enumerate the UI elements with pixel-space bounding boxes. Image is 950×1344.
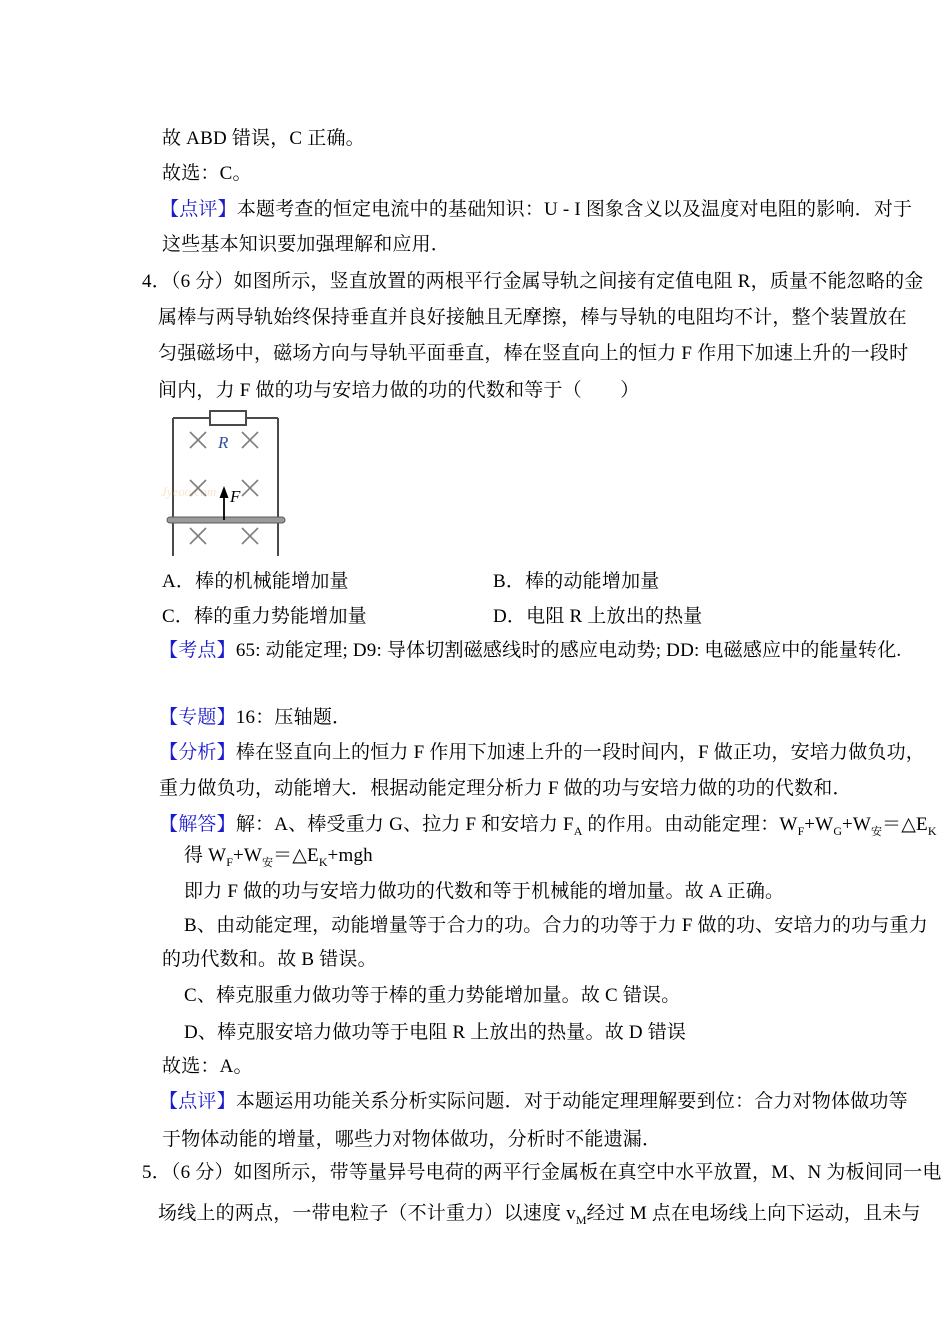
watermark-text: Jyeoo.com bbox=[161, 484, 217, 499]
zhuanti-label: 【专题】 bbox=[159, 707, 236, 728]
jieda-line1 bbox=[159, 812, 937, 845]
q4-number: 4． bbox=[142, 271, 171, 292]
jieda-text: 解：A、棒受重力 G、拉力 F 和安培力 $F_A$ 的作用。由动能定理：$W_F+W_G+W_安=\triangle E_K$ bbox=[235, 814, 937, 838]
fenxi-text1: 棒在竖直向上的恒力 F 作用下加速上升的一段时间内，F 做正功，安培力做负功， bbox=[235, 742, 925, 763]
q5-number: 5． bbox=[142, 1162, 171, 1183]
q4-stem-text1: （6 分）如图所示，竖直放置的两根平行金属导轨之间接有定值电阻 R，质量不能忽略的金 bbox=[170, 271, 924, 292]
q5-stem-line2: 场线上的两点，一带电粒子（不计重力）以速度 $v_M$经过 M 点在电场线上向下运动，且未与 bbox=[158, 1203, 921, 1227]
option-d: D．电阻 R 上放出的热量 bbox=[493, 606, 703, 627]
kaodian-line bbox=[159, 638, 901, 664]
force-label: F bbox=[230, 487, 241, 506]
q3-comment-line2: 这些基本知识要加强理解和应用． bbox=[162, 234, 451, 255]
q4-stem-line4: 间内，力 F 做的功与安培力做的功的代数和等于（ ） bbox=[158, 380, 640, 401]
option-a: A．棒的机械能增加量 bbox=[162, 571, 349, 592]
comment-label: 【点评】 bbox=[160, 199, 237, 220]
q3-verdict-line: 故 ABD 错误，C 正确。 bbox=[162, 128, 365, 149]
option-c: C．棒的重力势能增加量 bbox=[162, 606, 367, 627]
option-c-analysis-line: C、棒克服重力做功等于棒的重力势能增加量。故 C 错误。 bbox=[184, 985, 681, 1006]
resistor-box bbox=[210, 411, 246, 425]
conclusion-a-line: 即力 F 做的功与安培力做功的代数和等于机械能的增加量。故 A 正确。 bbox=[184, 881, 785, 902]
q4-choose-line: 故选：A。 bbox=[162, 1056, 253, 1077]
q3-comment-line1 bbox=[160, 197, 912, 223]
q4-stem-line1 bbox=[142, 269, 923, 295]
jieda-label: 【解答】 bbox=[159, 814, 236, 835]
option-b-analysis-line2: 的功代数和。故 B 错误。 bbox=[162, 949, 377, 970]
kaodian-label: 【考点】 bbox=[159, 640, 236, 661]
conducting-rod bbox=[167, 517, 285, 523]
zhuanti-line bbox=[159, 705, 351, 731]
q3-choose-line: 故选：C。 bbox=[162, 163, 252, 184]
q4-stem-line2: 属棒与两导轨始终保持垂直并良好接触且无摩擦，棒与导轨的电阻均不计，整个装置放在 bbox=[158, 307, 907, 328]
dianping-label: 【点评】 bbox=[159, 1091, 236, 1112]
comment-text: 本题考查的恒定电流中的基础知识：U - I 图象含义以及温度对电阻的影响．对于 bbox=[236, 199, 913, 220]
dianping-text1: 本题运用功能关系分析实际问题．对于动能定理理解要到位：合力对物体做功等 bbox=[235, 1091, 908, 1112]
q4-stem-line3: 匀强磁场中，磁场方向与导轨平面垂直，棒在竖直向上的恒力 F 作用下加速上升的一段时 bbox=[158, 343, 909, 364]
force-arrow-head bbox=[220, 486, 229, 498]
fenxi-label: 【分析】 bbox=[159, 742, 236, 763]
q5-stem-text1: （6 分）如图所示，带等量异号电荷的两平行金属板在真空中水平放置，M、N 为板间同一电 bbox=[170, 1162, 942, 1183]
equation-line: 得 $W_F+W_安=\triangle E_K+mgh$ bbox=[184, 845, 373, 869]
q4-dianping-line1 bbox=[159, 1089, 908, 1115]
q4-dianping-line2: 于物体动能的增量，哪些力对物体做功，分析时不能遗漏． bbox=[162, 1129, 662, 1150]
option-d-analysis-line: D、棒克服安培力做功等于电阻 R 上放出的热量。故 D 错误 bbox=[184, 1022, 687, 1043]
kaodian-text: 65: 动能定理; D9: 导体切割磁感线时的感应电动势; DD: 电磁感应中的能量转化. bbox=[235, 640, 902, 661]
fenxi-line2: 重力做负功，动能增大．根据动能定理分析力 F 做的功与安培力做的功的代数和． bbox=[159, 778, 852, 799]
circuit-figure bbox=[160, 406, 300, 566]
option-b-analysis-line1: B、由动能定理，动能增量等于合力的功。合力的功等于力 F 做的功、安培力的功与重力 bbox=[184, 915, 928, 936]
zhuanti-text: 16：压轴题． bbox=[235, 707, 352, 728]
resistor-label: R bbox=[218, 433, 229, 452]
option-b: B．棒的动能增加量 bbox=[493, 571, 660, 592]
q5-stem-line1 bbox=[142, 1160, 942, 1186]
fenxi-line1 bbox=[159, 740, 925, 766]
